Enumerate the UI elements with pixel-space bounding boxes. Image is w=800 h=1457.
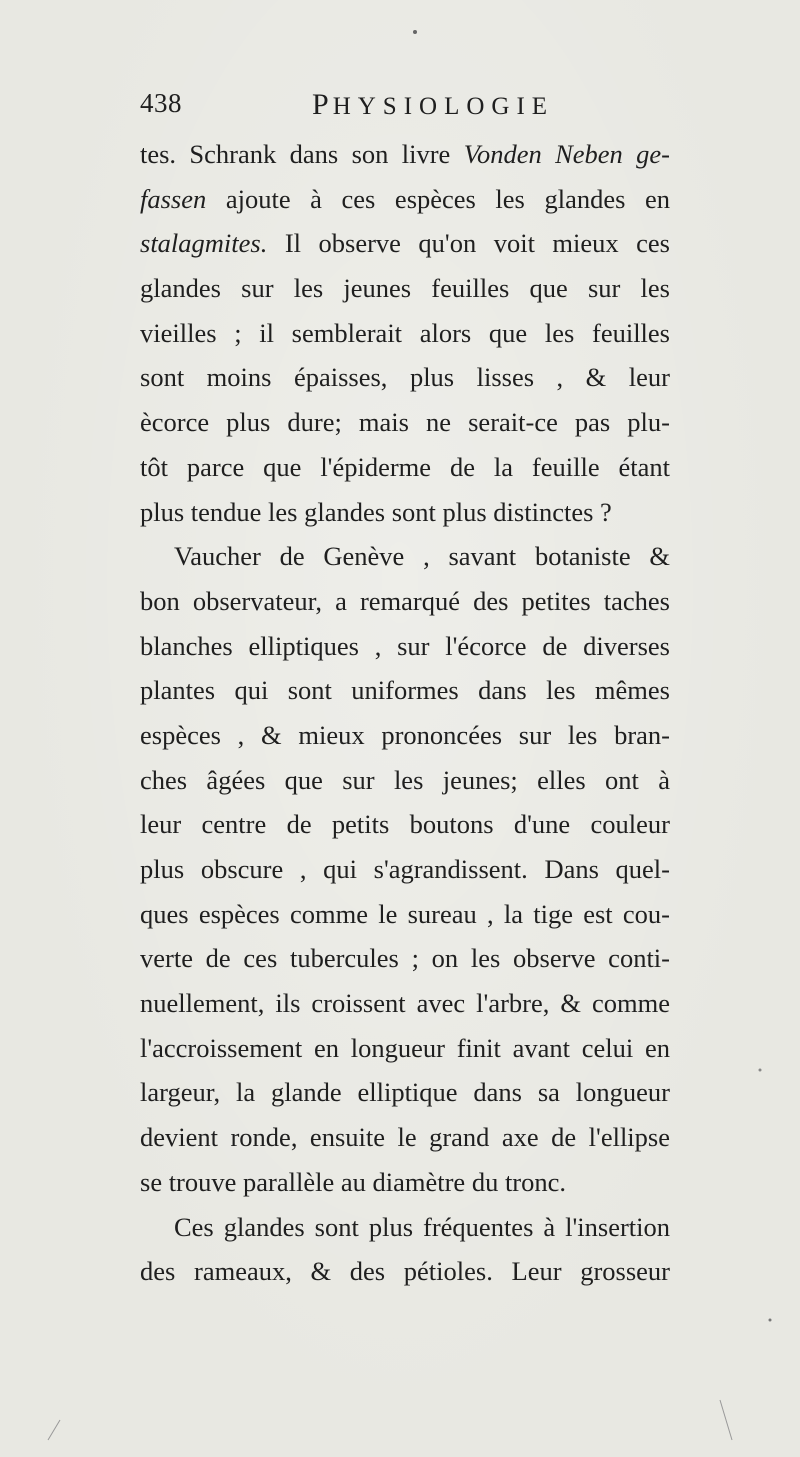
speck	[759, 1069, 762, 1072]
italic-text: Vonden Neben ge-	[463, 139, 670, 169]
text-segment: plantes qui sont uniformes dans les mêmes	[140, 675, 670, 706]
italic-text: stalagmites.	[140, 228, 268, 259]
paper-mark	[720, 1400, 732, 1440]
paper-mark	[48, 1420, 60, 1440]
text-segment: ècorce plus dure; mais ne serait-ce pas plu-	[140, 407, 670, 438]
text-segment: vieilles ; il semblerait alors que les feuilles	[140, 317, 670, 348]
text-segment: l'accroissement en longueur finit avant celui en	[140, 1032, 670, 1063]
running-title-rest: HYSIOLOGIE	[332, 93, 555, 120]
text-segment: plus obscure , qui s'agrandissent. Dans quel-	[140, 854, 670, 884]
text-segment: espèces , & mieux prononcées sur les bran-	[140, 719, 670, 750]
text-segment: plus tendue les glandes sont plus distinctes ?	[140, 496, 612, 527]
speck	[769, 1319, 772, 1322]
text-segment: blanches elliptiques , sur l'écorce de diverses	[140, 630, 670, 661]
text-segment: largeur, la glande elliptique dans sa longueur	[140, 1077, 670, 1108]
italic-text: fassen	[140, 183, 207, 214]
text-segment: ques espèces comme le sureau , la tige est cou-	[140, 898, 670, 929]
text-segment: tes. Schrank dans son livre	[140, 139, 464, 169]
text-segment: tôt parce que l'épiderme de la feuille étant	[140, 451, 670, 482]
text-segment: nuellement, ils croissent avec l'arbre, & comme	[140, 988, 670, 1019]
page-number: 438	[140, 88, 182, 118]
text-segment: Il observe qu'on voit mieux ces	[267, 228, 670, 259]
running-title-initial: P	[312, 88, 333, 121]
text-segment: bon observateur, a remarqué des petites taches	[140, 585, 670, 616]
text-segment: glandes sur les jeunes feuilles que sur les	[140, 273, 670, 304]
speck	[413, 30, 417, 34]
text-segment: verte de ces tubercules ; on les observe conti-	[140, 943, 670, 974]
text-segment: Ces glandes sont plus fréquentes à l'insertion	[174, 1211, 670, 1242]
text-segment: devient ronde, ensuite le grand axe de l'ellipse	[140, 1122, 670, 1153]
text-segment: des rameaux, & des pétioles. Leur grosseur	[140, 1256, 670, 1287]
text-segment: ches âgées que sur les jeunes; elles ont à	[140, 764, 670, 795]
text-segment: leur centre de petits boutons d'une couleur	[140, 809, 670, 840]
text-segment: sont moins épaisses, plus lisses , & leur	[140, 362, 670, 393]
text-segment: ajoute à ces espèces les glandes en	[206, 183, 670, 214]
text-segment: se trouve parallèle au diamètre du tronc.	[140, 1166, 567, 1197]
text-segment: Vaucher de Genève , savant botaniste &	[174, 541, 670, 572]
